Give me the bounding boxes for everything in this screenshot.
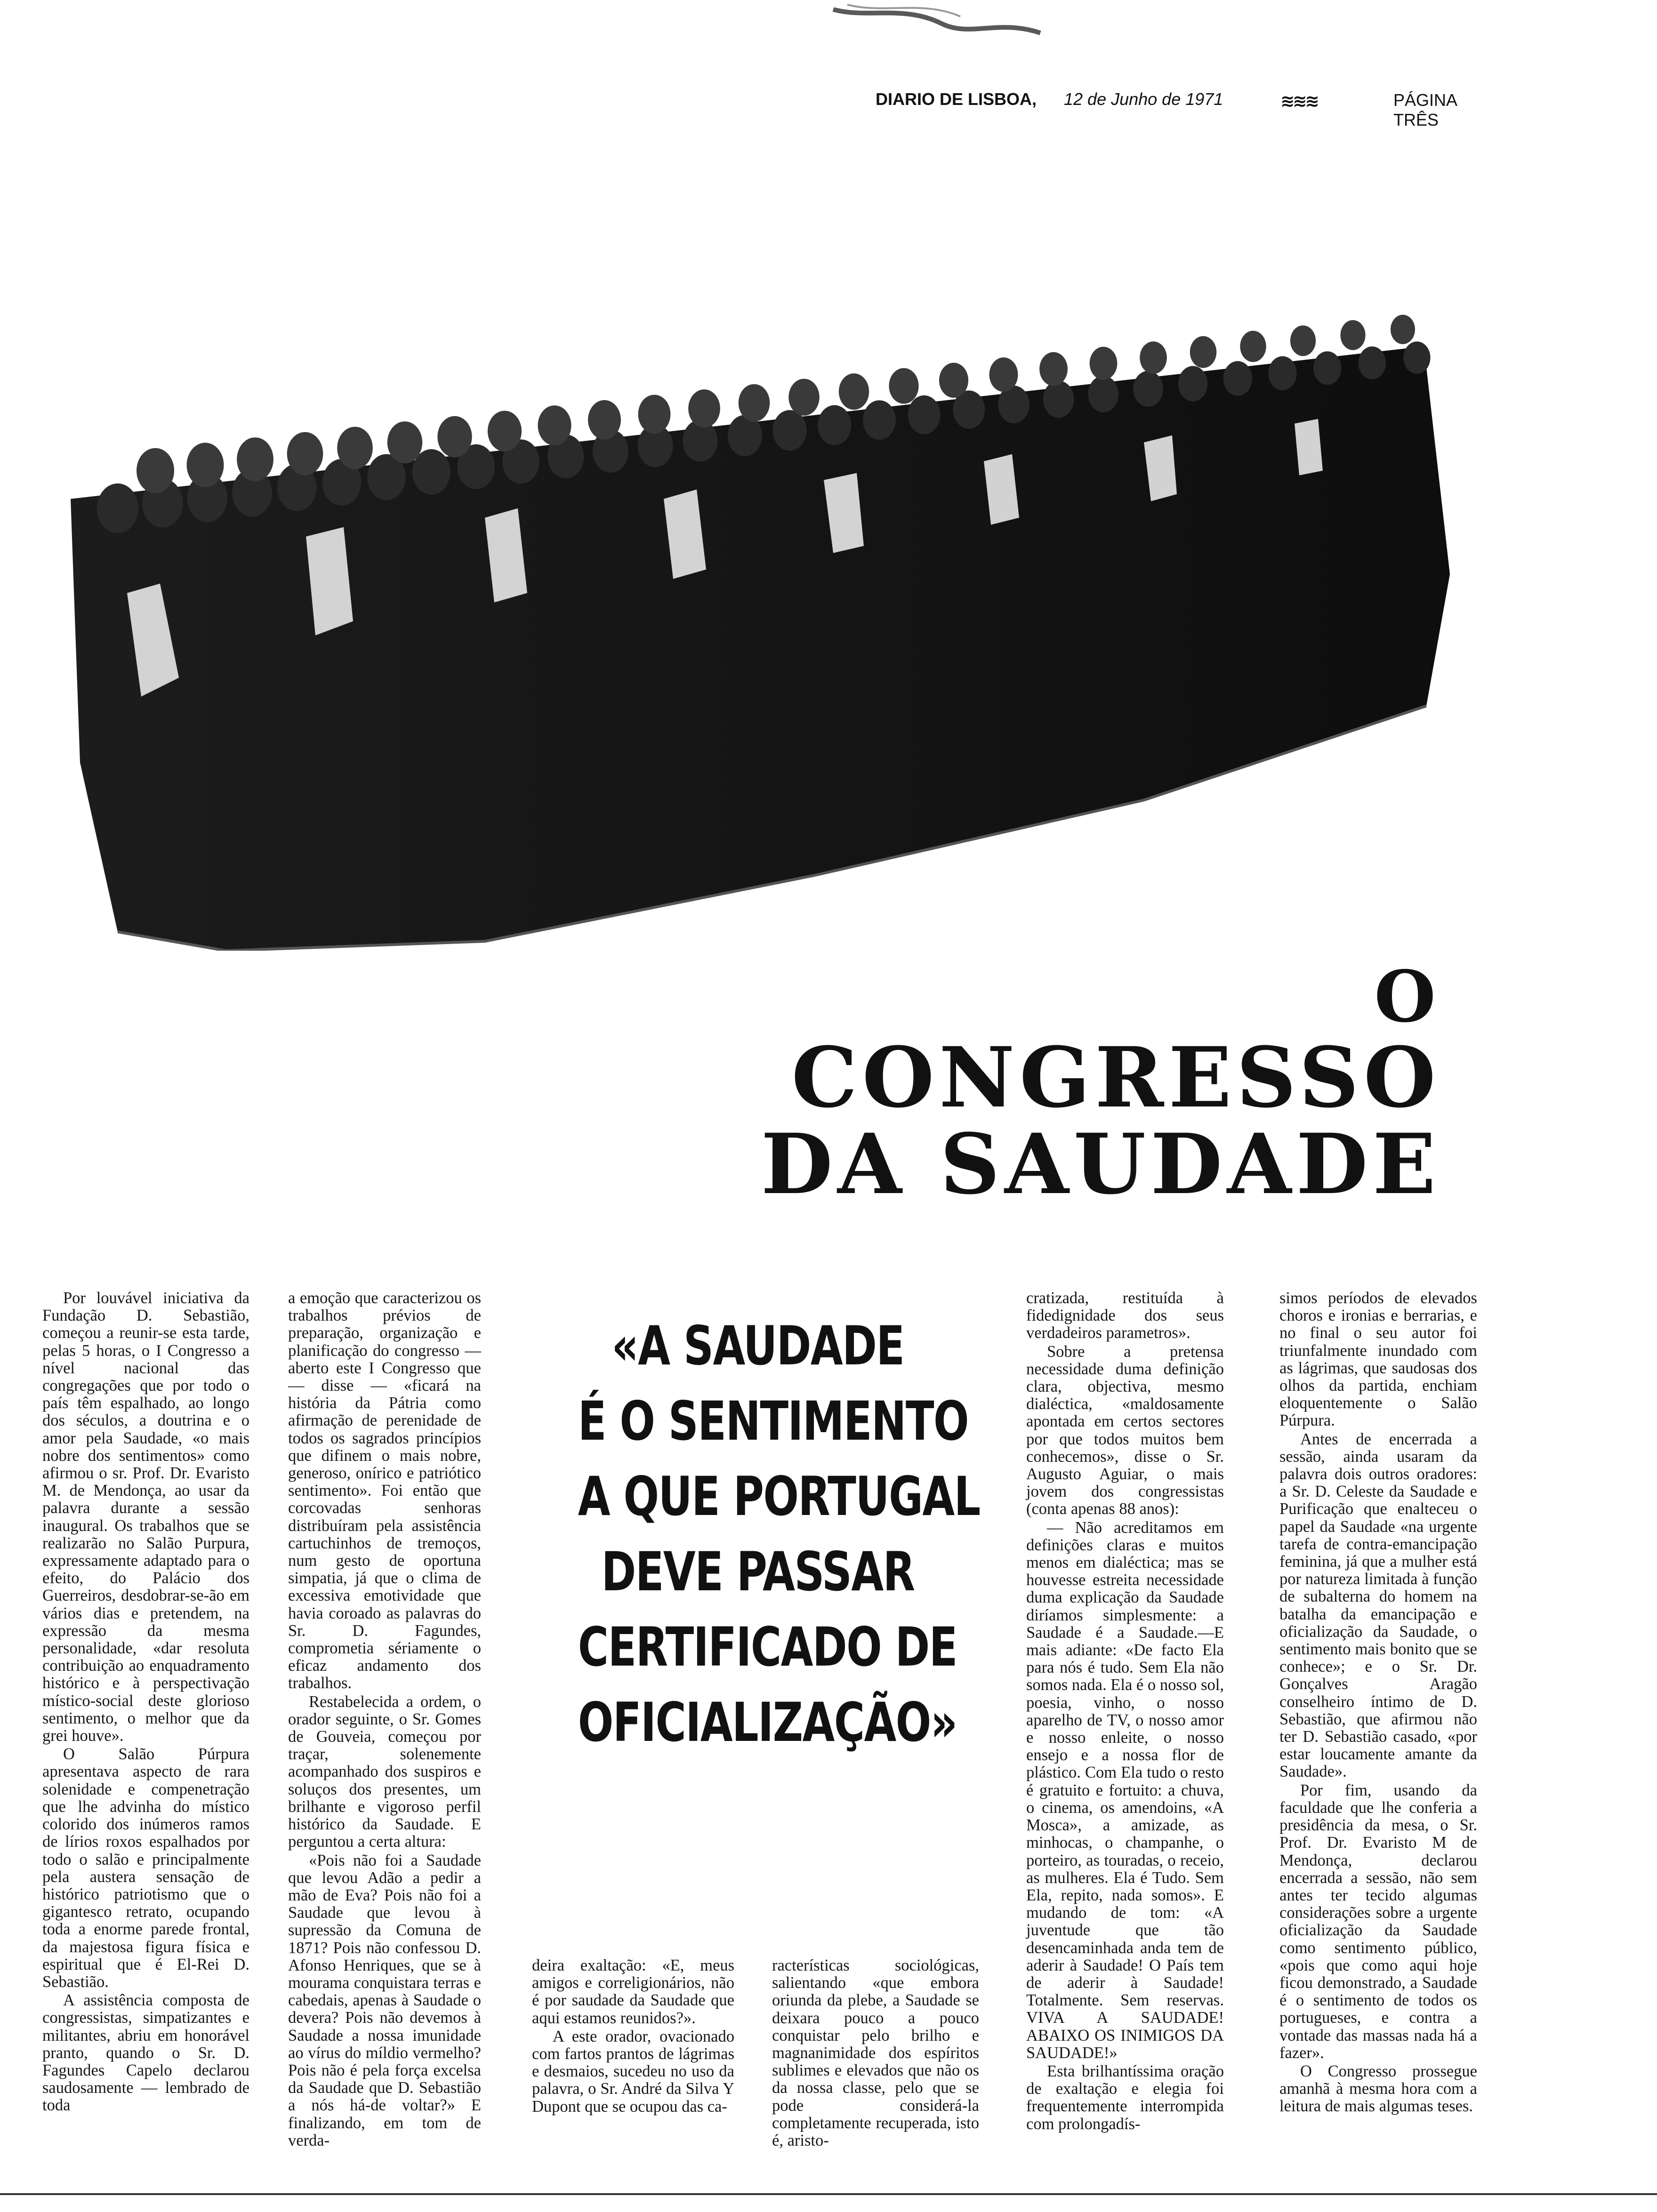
pull-quote-line: CERTIFICADO DE xyxy=(578,1616,957,1678)
head-shape xyxy=(1391,315,1415,344)
paragraph: Restabelecida a ordem, o orador seguinte, o Sr. Gomes de Gouveia, começou por traçar, solenemente acompanhado dos suspiros e soluços dos presentes, um brilhante e vigoroso perfil histórico da Saudade. E perguntou a certa altura: xyxy=(288,1692,481,1851)
bottom-rule xyxy=(0,2193,1657,2195)
ink-smudge xyxy=(828,0,1045,47)
head-shape xyxy=(839,373,869,409)
pull-quote xyxy=(578,1308,980,1760)
head-shape xyxy=(137,448,174,493)
head-shape xyxy=(337,427,373,470)
paragraph: — Não acreditamos em definições claras e muitos menos em dialéctica; mas se houvesse estreita necessidade duma explicação da Saudade diríamos simplesmente: a Saudade é a Saudade.—E mais adiante: «De facto Ela para nós é tudo. Sem Ela não somos nada. Ela é o nosso sol, poesia, vinho, o nosso aparelho de TV, o nosso amor e nosso enleite, o nosso ensejo e a nossa flor de plástico. Com Ela tudo o resto é gratuito e fortuito: a chuva, o cinema, os amendoins, «A Mosca», a amizade, as minhocas, o champanhe, o porteiro, as touradas, o receio, as mulheres. Ela é Tudo. Sem Ela, repito, nada somos». E mudando de tom: «A juventude que tão desencaminhada anda tem de aderir à Saudade! O País tem de aderir à Saudade! Totalmente. Sem reservas. VIVA A SAUDADE! ABAIXO OS INIMIGOS DA SAUDADE!» xyxy=(1026,1518,1224,2062)
headline-line-1: O xyxy=(1374,955,1440,1038)
pull-quote-line: «A SAUDADE xyxy=(611,1314,904,1377)
article-column-5 xyxy=(1026,1290,1224,2133)
headline-line-3: DA SAUDADE xyxy=(761,1115,1440,1213)
paragraph: cratizada, restituída à fidedignidade dos seus verdadeiros parametros». xyxy=(1026,1289,1224,1342)
head-shape xyxy=(1039,352,1068,386)
pull-quote-line: É O SENTIMENTO xyxy=(578,1390,969,1452)
head-shape xyxy=(788,379,819,416)
masthead: DIARIO DE LISBOA, xyxy=(876,89,1037,109)
paragraph: A assistência composta de congressistas, simpatizantes e militantes, abriu em honorável pranto, quando o Sr. D. Fagundes Capelo declarou saudosamente — lembrado de toda xyxy=(42,1991,249,2115)
head-shape xyxy=(187,443,224,488)
head-shape xyxy=(863,400,896,440)
head-shape xyxy=(939,363,968,398)
head-shape xyxy=(287,432,323,475)
head-shape xyxy=(437,416,472,457)
head-shape xyxy=(1043,381,1074,418)
head-shape xyxy=(97,483,138,533)
scribble-mark: ≋≋≋ xyxy=(1280,91,1318,111)
paragraph: O Congresso prossegue amanhã à mesma hora com a leitura de mais algumas teses. xyxy=(1279,2062,1477,2116)
head-shape xyxy=(1190,336,1216,368)
head-shape xyxy=(739,384,770,422)
pull-quote-line: OFICIALIZAÇÃO» xyxy=(578,1691,957,1754)
paragraph: simos períodos de elevados choros e ironias e berrarias, e no final o seu autor foi triunfalmente inundado com as lágrimas, que saudosas dos olhos da partida, enchiam eloquentemente o Salão Púrpura. xyxy=(1279,1289,1477,1430)
head-shape xyxy=(818,405,851,445)
article-column-6 xyxy=(1279,1290,1477,2116)
paragraph: racterísticas sociológicas, salientando «que embora oriunda da plebe, a Saudade se deixara pouco a pouco conquistar pelo brilho e magnanimidade dos espíritos sublimes e elevados que não os da nossa classe, pelo que se pode considerá-la completamente recuperada, isto é, aristo- xyxy=(772,1956,979,2150)
paragraph: A este orador, ovacionado com fartos prantos de lágrimas e desmaios, sucedeu no uso da palavra, o Sr. André da Silva Y Dupont que se ocupou das ca- xyxy=(532,2027,734,2116)
pull-quote-line: A QUE PORTUGAL xyxy=(578,1465,980,1528)
article-column-1 xyxy=(42,1290,249,2115)
head-shape xyxy=(387,421,422,463)
head-shape xyxy=(1178,366,1208,401)
head-shape xyxy=(237,437,273,481)
head-shape xyxy=(908,395,941,434)
head-shape xyxy=(1313,351,1341,385)
article-column-3 xyxy=(532,1957,734,2116)
paragraph: Por louvável iniciativa da Fundação D. Sebastião, começou a reunir-se esta tarde, pelas 5 horas, o I Congresso a nível nacional das congregações que por todo o país têm espalhado, ao longo dos séculos, a doutrina e o amor pela Saudade, «o mais nobre dos sentimentos» como afirmou o sr. Prof. Dr. Evaristo M. de Mendonça, ao usar da palavra durante a sessão inaugural. Os trabalhos que se realizarão no Salão Purpura, expressamente adaptado para o efeito, do Palácio dos Guerreiros, desdobrar-se-ão em vários dias e pretendem, na expressão da mesma personalidade, «dar resoluta contribuição ao enquadramento histórico e à perspectivação místico-social deste glorioso sentimento, o melhor que da grei houve». xyxy=(42,1289,249,1745)
headline-line-2: CONGRESSO xyxy=(791,1028,1440,1126)
head-shape xyxy=(1133,371,1163,407)
pull-quote-line: DEVE PASSAR xyxy=(601,1540,915,1603)
head-shape xyxy=(588,400,621,440)
article-column-4 xyxy=(772,1957,979,2149)
crowd-photo xyxy=(61,292,1473,951)
head-shape xyxy=(1268,356,1296,390)
head-shape xyxy=(1340,320,1365,350)
head-shape xyxy=(1140,341,1167,374)
head-shape xyxy=(1088,376,1118,412)
head-shape xyxy=(989,357,1018,392)
head-shape xyxy=(889,368,918,404)
paragraph: Sobre a pretensa necessidade duma definição clara, objectiva, mesmo dialéctica, «maldosamente apontada em certos sectores por que todos muitos bem conhecemos», disse o Sr. Augusto Aguiar, o mais jovem dos congressistas (conta apenas 88 anos): xyxy=(1026,1342,1224,1518)
paragraph: Antes de encerrada a sessão, ainda usaram da palavra dois outros oradores: a Sr. D. Celeste da Saudade e Purificação que enalteceu o papel da Saudade «na urgente tarefa de contra-emancipação feminina, já que a mulher está por natureza limitada à função de subalterna do homem na batalha da emancipação e oficialização da Saudade, o sentimento mais bonito que se conhece»; e o Sr. Dr. Gonçalves Aragão conselheiro íntimo de D. Sebastião, que afirmou não ter D. Sebastião casado, «por estar loucamente amante da Saudade». xyxy=(1279,1430,1477,1781)
head-shape xyxy=(1090,347,1118,380)
paragraph: O Salão Púrpura apresentava aspecto de rara solenidade e compenetração que lhe advinha do místico colorido dos inúmeros ramos de lírios roxos espalhados por todo o salão e principalmente pela austera sensação de histórico patriotismo que o gigantesco retrato, ocupando toda a enorme parede frontal, da majestosa figura física e espiritual que é El-Rei D. Sebastião. xyxy=(42,1745,249,1991)
page-header xyxy=(876,85,1478,129)
headline xyxy=(761,955,1440,1213)
head-shape xyxy=(538,405,571,445)
article-column-2 xyxy=(288,1290,481,2149)
head-shape xyxy=(638,395,671,434)
paragraph: Por fim, usando da faculdade que lhe conferia a presidência da mesa, o Sr. Prof. Dr. Evaristo M de Mendonça, declarou encerrada a sessão, não sem antes ter tecido algumas considerações sobre a urgente oficialização da Saudade como sentimento público, «pois que como aqui hoje ficou demonstrado, a Saudade é o sentimento de todos os portugueses, e contra a vontade das massas nada há a fazer». xyxy=(1279,1781,1477,2062)
head-shape xyxy=(688,389,720,427)
paragraph: «Pois não foi a Saudade que levou Adão a pedir a mão de Eva? Pois não foi a Saudade que levou à supressão da Comuna de 1871? Pois não confessou D. Afonso Henriques, que se à mourama conquistara terras e cabedais, apenas à Saudade o devera? Pois não devemos à Saudade a nossa imunidade ao vírus do míldio vermelho? Pois não é pela força excelsa da Saudade que D. Sebastião a nós há-de voltar?» E finalizando, em tom de verda- xyxy=(288,1851,481,2149)
dateline: 12 de Junho de 1971 xyxy=(1064,89,1223,109)
head-shape xyxy=(1223,361,1252,396)
head-shape xyxy=(1403,342,1430,374)
head-shape xyxy=(1240,331,1266,362)
paragraph: deira exaltação: «E, meus amigos e correligionários, não é por saudade da Saudade que aqui estamos reunidos?». xyxy=(532,1956,734,2027)
paragraph: a emoção que caracterizou os trabalhos prévios de preparação, organização e planificação do congresso — aberto este I Congresso que — disse — «ficará na história da Pátria como afirmação de perenidade de todos os sagrados princípios que difinem o mais nobre, generoso, onírico e patriótico sentimento». Foi então que corcovadas senhoras distribuíram pela assistência cartuchinhos de tremoços, num gesto de oportuna simpatia, já que o clima de excessiva emotividade que havia coroado as palavras do Sr. D. Fagundes, comprometia sériamente o eficaz andamento dos trabalhos. xyxy=(288,1289,481,1692)
paragraph: Esta brilhantíssima oração de exaltação e elegia foi frequentemente interrompida com prolongadís- xyxy=(1026,2062,1224,2133)
head-shape xyxy=(1359,346,1386,379)
head-shape xyxy=(488,411,522,452)
page-label: PÁGINA TRÊS xyxy=(1393,90,1457,129)
head-shape xyxy=(773,410,807,450)
head-shape xyxy=(1290,325,1316,356)
